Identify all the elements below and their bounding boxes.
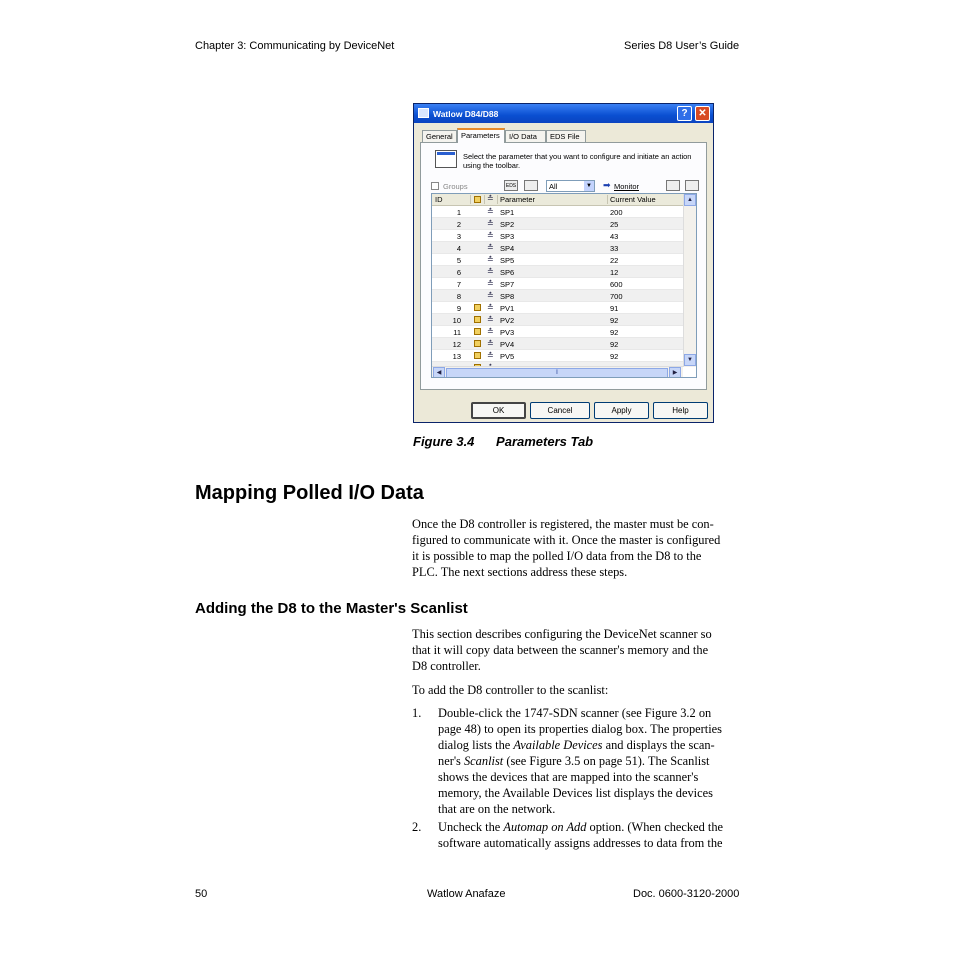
parameter-icon: ≛ bbox=[487, 279, 494, 288]
row-id: 10 bbox=[452, 316, 461, 325]
dialog-titlebar bbox=[414, 104, 713, 123]
column-divider bbox=[470, 195, 471, 204]
row-parameter: PV1 bbox=[500, 304, 515, 313]
groups-label: Groups bbox=[443, 182, 468, 191]
text-run: dialog lists the bbox=[438, 738, 514, 752]
scanlist-intro: To add the D8 controller to the scanlist: bbox=[412, 683, 609, 697]
row-id: 9 bbox=[456, 304, 461, 313]
text-run: and displays the scan- bbox=[602, 738, 715, 752]
section1-paragraph bbox=[412, 516, 747, 580]
row-value: 22 bbox=[610, 256, 619, 265]
section-heading-scanlist: Adding the D8 to the Master's Scanlist bbox=[195, 600, 468, 617]
row-value: 92 bbox=[610, 328, 619, 337]
text-line: PLC. The next sections address these steps. bbox=[412, 565, 628, 579]
row-parameter: SP8 bbox=[500, 292, 515, 301]
ok-button[interactable]: OK bbox=[471, 402, 526, 419]
info-text: Select the parameter that you want to configure and initiate an action using the toolbar. bbox=[463, 152, 692, 170]
italic-term: Automap on Add bbox=[503, 820, 587, 834]
list-number: 2. bbox=[412, 820, 422, 834]
row-id: 13 bbox=[452, 352, 461, 361]
row-parameter: PV3 bbox=[500, 328, 515, 337]
parameter-icon: ≛ bbox=[487, 219, 494, 228]
lock-column-icon bbox=[474, 196, 481, 203]
lock-icon bbox=[474, 352, 481, 359]
lock-icon bbox=[474, 328, 481, 335]
groups-checkbox[interactable] bbox=[431, 182, 439, 190]
help-button[interactable]: Help bbox=[653, 402, 708, 419]
figure-title: Parameters Tab bbox=[496, 434, 594, 449]
row-parameter: SP2 bbox=[500, 220, 515, 229]
dialog-title: Watlow D84/D88 bbox=[433, 109, 499, 119]
text-line: Once the D8 controller is registered, the master must be con- bbox=[412, 517, 714, 531]
row-id: 6 bbox=[456, 268, 461, 277]
row-value: 12 bbox=[610, 268, 619, 277]
column-divider bbox=[484, 195, 485, 204]
tab-io-data[interactable]: I/O Data bbox=[505, 130, 546, 142]
parameter-icon: ≛ bbox=[487, 327, 494, 336]
horizontal-scrollbar[interactable] bbox=[432, 366, 683, 378]
row-id: 5 bbox=[456, 256, 461, 265]
figure-number: Figure 3.4 bbox=[413, 434, 475, 449]
close-button[interactable]: ✕ bbox=[695, 106, 710, 121]
row-value: 92 bbox=[610, 352, 619, 361]
row-parameter: SP1 bbox=[500, 208, 515, 217]
parameter-icon[interactable] bbox=[524, 180, 538, 191]
scroll-down-icon[interactable]: ▼ bbox=[684, 354, 696, 366]
row-id: 4 bbox=[456, 244, 461, 253]
filter-value: All bbox=[549, 182, 558, 191]
param-column-icon: ≛ bbox=[487, 194, 494, 203]
row-parameter: SP3 bbox=[500, 232, 515, 241]
info-icon bbox=[435, 150, 457, 168]
column-id[interactable]: ID bbox=[435, 195, 443, 204]
parameters-grid bbox=[431, 193, 697, 378]
eds-icon[interactable]: EDS bbox=[504, 180, 518, 191]
text-line: that are on the network. bbox=[438, 802, 556, 816]
row-parameter: PV5 bbox=[500, 352, 515, 361]
text-run: (see Figure 3.5 on page 51). The Scanlist bbox=[503, 754, 710, 768]
row-value: 33 bbox=[610, 244, 619, 253]
section2-paragraph bbox=[412, 626, 747, 674]
table-row[interactable] bbox=[432, 302, 683, 314]
table-row[interactable] bbox=[432, 230, 683, 242]
parameter-icon: ≛ bbox=[487, 303, 494, 312]
table-row[interactable] bbox=[432, 314, 683, 326]
text-run: ner's bbox=[438, 754, 464, 768]
scroll-left-icon[interactable]: ◀ bbox=[433, 367, 445, 378]
tab-parameters[interactable]: Parameters bbox=[457, 128, 505, 143]
cancel-button[interactable]: Cancel bbox=[530, 402, 590, 419]
row-value: 92 bbox=[610, 340, 619, 349]
column-divider bbox=[607, 195, 608, 204]
parameter-icon: ≛ bbox=[487, 267, 494, 276]
table-row[interactable] bbox=[432, 242, 683, 254]
row-parameter: SP4 bbox=[500, 244, 515, 253]
row-parameter: SP5 bbox=[500, 256, 515, 265]
parameter-icon: ≛ bbox=[487, 207, 494, 216]
app-icon bbox=[418, 108, 429, 118]
text-line bbox=[438, 819, 748, 835]
row-id: 2 bbox=[456, 220, 461, 229]
row-parameter: SP6 bbox=[500, 268, 515, 277]
parameter-icon: ≛ bbox=[487, 291, 494, 300]
section-heading-mapping: Mapping Polled I/O Data bbox=[195, 482, 424, 504]
text-line: shows the devices that are mapped into the scanner's bbox=[438, 770, 699, 784]
column-divider bbox=[497, 195, 498, 204]
toolbar bbox=[431, 180, 701, 194]
row-value: 700 bbox=[610, 292, 623, 301]
row-id: 3 bbox=[456, 232, 461, 241]
apply-button[interactable]: Apply bbox=[594, 402, 649, 419]
column-parameter[interactable]: Parameter bbox=[500, 195, 536, 204]
chevron-down-icon[interactable]: ▼ bbox=[584, 181, 594, 191]
help-title-button[interactable]: ? bbox=[677, 106, 692, 121]
row-id: 8 bbox=[456, 292, 461, 301]
monitor-button[interactable]: Monitor bbox=[614, 182, 640, 191]
parameter-icon: ≛ bbox=[487, 339, 494, 348]
row-value: 91 bbox=[610, 304, 619, 313]
italic-term: Available Devices bbox=[513, 738, 603, 752]
parameter-icon: ≛ bbox=[487, 243, 494, 252]
list-text bbox=[438, 819, 748, 851]
parameters-dialog bbox=[413, 103, 714, 423]
lock-icon bbox=[474, 304, 481, 311]
text-run: Uncheck the bbox=[438, 820, 504, 834]
text-line: that it will copy data between the scanner's memory and the bbox=[412, 643, 709, 657]
scroll-thumb[interactable]: ⦀ bbox=[446, 368, 668, 378]
page-number: 50 bbox=[195, 888, 208, 900]
grid-header bbox=[432, 194, 683, 206]
table-row[interactable] bbox=[432, 254, 683, 266]
running-header-chapter: Chapter 3: Communicating by DeviceNet bbox=[195, 40, 395, 52]
download-icon[interactable] bbox=[666, 180, 680, 191]
row-id: 11 bbox=[453, 328, 461, 337]
upload-icon[interactable] bbox=[685, 180, 699, 191]
text-line bbox=[438, 737, 748, 753]
running-header-title: Series D8 User’s Guide bbox=[624, 40, 740, 52]
table-row[interactable] bbox=[432, 206, 683, 218]
table-row[interactable] bbox=[432, 338, 683, 350]
parameter-icon: ≛ bbox=[487, 315, 494, 324]
row-id: 12 bbox=[452, 340, 461, 349]
row-value: 43 bbox=[610, 232, 619, 241]
italic-term: Scanlist bbox=[463, 754, 504, 768]
table-row[interactable] bbox=[432, 326, 683, 338]
text-line: memory, the Available Devices list displays the devices bbox=[438, 786, 713, 800]
vertical-scrollbar[interactable] bbox=[683, 194, 697, 367]
table-row[interactable] bbox=[432, 350, 683, 362]
parameter-icon: ≛ bbox=[487, 351, 494, 360]
row-value: 25 bbox=[610, 220, 619, 229]
row-parameter: PV2 bbox=[500, 316, 515, 325]
row-parameter: PV4 bbox=[500, 340, 515, 349]
row-parameter: SP7 bbox=[500, 280, 515, 289]
text-line: This section describes configuring the DeviceNet scanner so bbox=[412, 627, 712, 641]
list-number: 1. bbox=[412, 706, 422, 720]
figure-caption bbox=[413, 434, 593, 449]
footer-doc-number: Doc. 0600-3120-2000 bbox=[633, 888, 740, 900]
lock-icon bbox=[474, 316, 481, 323]
lock-icon bbox=[474, 340, 481, 347]
parameter-icon: ≛ bbox=[487, 255, 494, 264]
row-value: 600 bbox=[610, 280, 623, 289]
text-line: page 48) to open its properties dialog box. The properties bbox=[438, 722, 722, 736]
row-id: 1 bbox=[456, 208, 461, 217]
text-line: it is possible to map the polled I/O data from the D8 to the bbox=[412, 549, 702, 563]
column-current-value[interactable]: Current Value bbox=[610, 195, 656, 204]
filter-dropdown[interactable] bbox=[546, 180, 595, 192]
scroll-right-icon[interactable]: ▶ bbox=[669, 367, 681, 378]
tab-eds-file[interactable]: EDS File bbox=[546, 130, 586, 142]
arrow-right-icon: ➡ bbox=[603, 180, 611, 190]
table-row[interactable] bbox=[432, 266, 683, 278]
table-row[interactable] bbox=[432, 278, 683, 290]
row-id: 7 bbox=[456, 280, 461, 289]
parameter-icon: ≛ bbox=[487, 231, 494, 240]
text-line: D8 controller. bbox=[412, 659, 481, 673]
row-value: 92 bbox=[610, 316, 619, 325]
text-run: option. (When checked the bbox=[586, 820, 724, 834]
tab-general[interactable]: General bbox=[422, 130, 457, 142]
scroll-up-icon[interactable]: ▲ bbox=[684, 194, 696, 206]
row-value: 200 bbox=[610, 208, 623, 217]
table-row[interactable] bbox=[432, 218, 683, 230]
text-line: Double-click the 1747-SDN scanner (see Figure 3.2 on bbox=[438, 706, 712, 720]
text-line: software automatically assigns addresses to data from the bbox=[438, 836, 723, 850]
footer-company: Watlow Anafaze bbox=[427, 888, 506, 900]
table-row[interactable] bbox=[432, 290, 683, 302]
text-line bbox=[438, 753, 748, 769]
text-line: figured to communicate with it. Once the master is configured bbox=[412, 533, 721, 547]
list-text bbox=[438, 705, 748, 817]
